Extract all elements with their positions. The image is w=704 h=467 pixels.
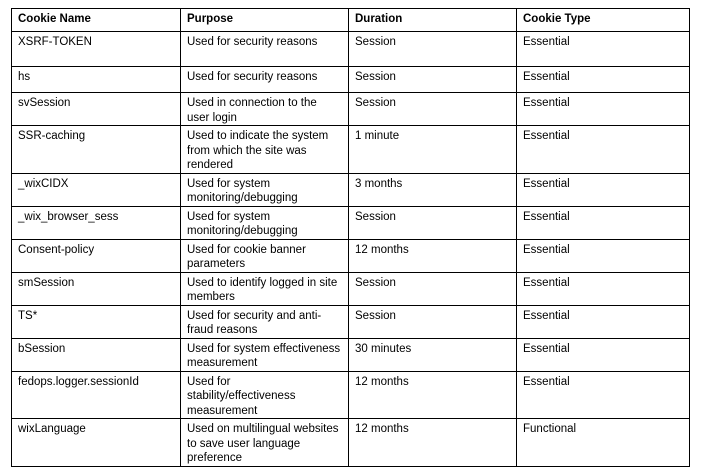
cell-purpose: Used for security reasons [181, 67, 349, 93]
cell-cookie-type: Essential [517, 32, 690, 67]
cell-cookie-name: TS* [12, 305, 181, 338]
cell-purpose: Used for stability/effectiveness measurement [181, 371, 349, 419]
cell-cookie-name: wixLanguage [12, 419, 181, 467]
cell-duration: 30 minutes [349, 338, 517, 371]
cell-cookie-name: _wixCIDX [12, 173, 181, 206]
table-row [12, 93, 690, 126]
cell-cookie-type: Essential [517, 93, 690, 126]
cell-cookie-type: Essential [517, 239, 690, 272]
cell-cookie-type: Essential [517, 305, 690, 338]
table-row [12, 305, 690, 338]
table-row [12, 67, 690, 93]
cell-purpose: Used in connection to the user login [181, 93, 349, 126]
table-row [12, 126, 690, 174]
cell-cookie-type: Essential [517, 67, 690, 93]
cell-purpose: Used to identify logged in site members [181, 272, 349, 305]
cell-cookie-name: hs [12, 67, 181, 93]
cell-cookie-type: Functional [517, 419, 690, 467]
cell-duration: Session [349, 67, 517, 93]
cell-cookie-type: Essential [517, 338, 690, 371]
cell-purpose: Used on multilingual websites to save user language preference [181, 419, 349, 467]
cell-purpose: Used for cookie banner parameters [181, 239, 349, 272]
cell-cookie-name: smSession [12, 272, 181, 305]
cell-purpose: Used for system effectiveness measurement [181, 338, 349, 371]
cell-purpose: Used for security and anti-fraud reasons [181, 305, 349, 338]
cell-duration: Session [349, 32, 517, 67]
cell-cookie-type: Essential [517, 272, 690, 305]
table-header [12, 9, 690, 32]
table-row [12, 32, 690, 67]
header-cookie-name: Cookie Name [12, 9, 181, 32]
cell-cookie-type: Essential [517, 126, 690, 174]
cell-cookie-name: XSRF-TOKEN [12, 32, 181, 67]
cell-cookie-type: Essential [517, 371, 690, 419]
cell-cookie-name: _wix_browser_sess [12, 206, 181, 239]
table-row [12, 206, 690, 239]
cell-duration: Session [349, 305, 517, 338]
header-duration: Duration [349, 9, 517, 32]
cell-duration: 12 months [349, 371, 517, 419]
cell-cookie-name: SSR-caching [12, 126, 181, 174]
cell-purpose: Used for system monitoring/debugging [181, 173, 349, 206]
cookie-table-container [11, 8, 689, 467]
header-row [12, 9, 690, 32]
cell-cookie-type: Essential [517, 206, 690, 239]
cell-purpose: Used for security reasons [181, 32, 349, 67]
cell-cookie-name: Consent-policy [12, 239, 181, 272]
cell-cookie-name: svSession [12, 93, 181, 126]
table-row [12, 239, 690, 272]
cell-cookie-type: Essential [517, 173, 690, 206]
cell-purpose: Used for system monitoring/debugging [181, 206, 349, 239]
cell-duration: Session [349, 93, 517, 126]
cell-duration: 12 months [349, 419, 517, 467]
table-row [12, 371, 690, 419]
table-row [12, 272, 690, 305]
cell-duration: Session [349, 272, 517, 305]
table-body [12, 32, 690, 467]
cell-duration: 3 months [349, 173, 517, 206]
cell-duration: 1 minute [349, 126, 517, 174]
table-row [12, 419, 690, 467]
table-row [12, 338, 690, 371]
cell-duration: Session [349, 206, 517, 239]
cell-cookie-name: fedops.logger.sessionId [12, 371, 181, 419]
cookie-table [11, 8, 690, 467]
header-cookie-type: Cookie Type [517, 9, 690, 32]
cell-purpose: Used to indicate the system from which the site was rendered [181, 126, 349, 174]
cell-cookie-name: bSession [12, 338, 181, 371]
header-purpose: Purpose [181, 9, 349, 32]
table-row [12, 173, 690, 206]
cell-duration: 12 months [349, 239, 517, 272]
